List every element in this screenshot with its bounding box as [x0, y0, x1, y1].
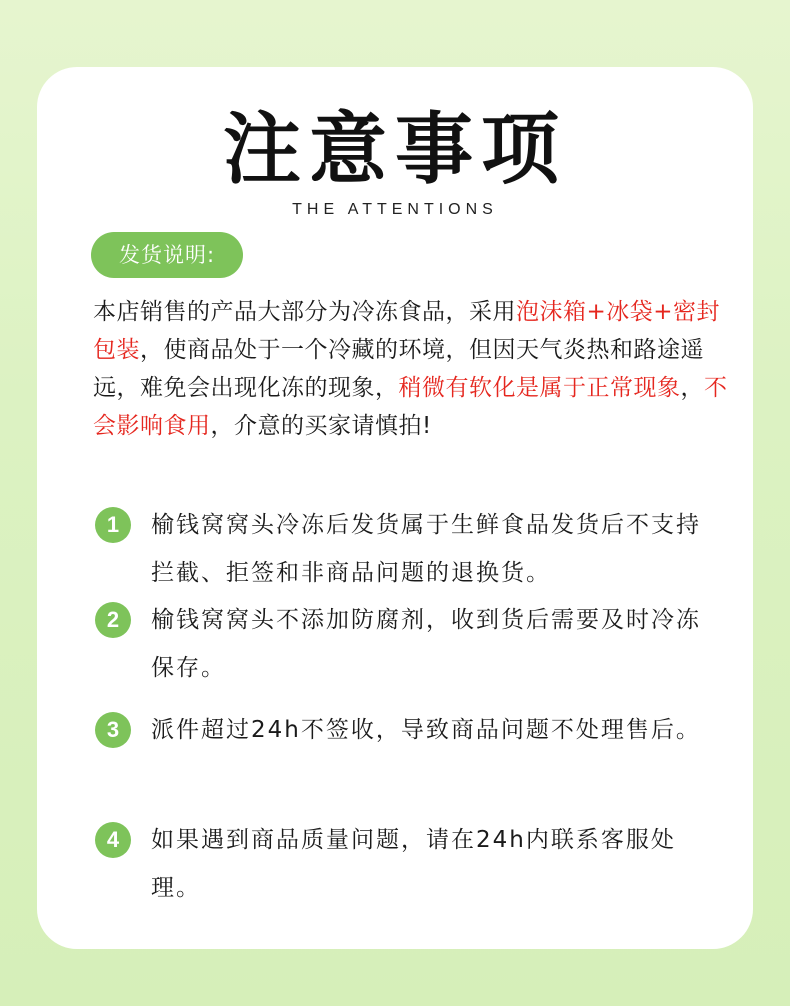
note-number-badge: 3	[95, 712, 131, 748]
page-title: 注意事项	[222, 105, 567, 195]
notice-card	[37, 67, 753, 949]
shipping-label-badge: 发货说明:	[91, 232, 243, 278]
intro-segment: 本店销售的产品大部分为冷冻食品，采用	[93, 299, 516, 325]
note-text: 如果遇到商品质量问题，请在24h内联系客服处理。	[151, 827, 676, 901]
note-number-badge: 2	[95, 602, 131, 638]
note-text: 派件超过24h不签收，导致商品问题不处理售后。	[151, 717, 701, 743]
note-number-badge: 1	[95, 507, 131, 543]
intro-highlight-packaging: 泡沫箱+冰袋+密封包装	[93, 299, 721, 363]
note-text: 榆钱窝窝头不添加防腐剂，收到货后需要及时冷冻保存。	[151, 607, 701, 681]
shipping-description	[93, 293, 733, 445]
note-text: 榆钱窝窝头冷冻后发货属于生鲜食品发货后不支持拦截、拒签和非商品问题的退换货。	[151, 512, 701, 586]
intro-segment: ，介意的买家请慎拍!	[210, 413, 432, 439]
intro-segment: ，使商品处于一个冷藏的环境，但因天气炎热和路途遥远，难免会出现化冻的现象，	[93, 337, 704, 401]
page-subtitle: THE ATTENTIONS	[292, 201, 498, 218]
intro-highlight-softening: 稍微有软化是属于正常现象	[398, 375, 681, 401]
note-number-badge: 4	[95, 822, 131, 858]
intro-segment: ，	[680, 375, 704, 401]
intro-highlight-edible: 不会影响食用	[93, 375, 728, 439]
